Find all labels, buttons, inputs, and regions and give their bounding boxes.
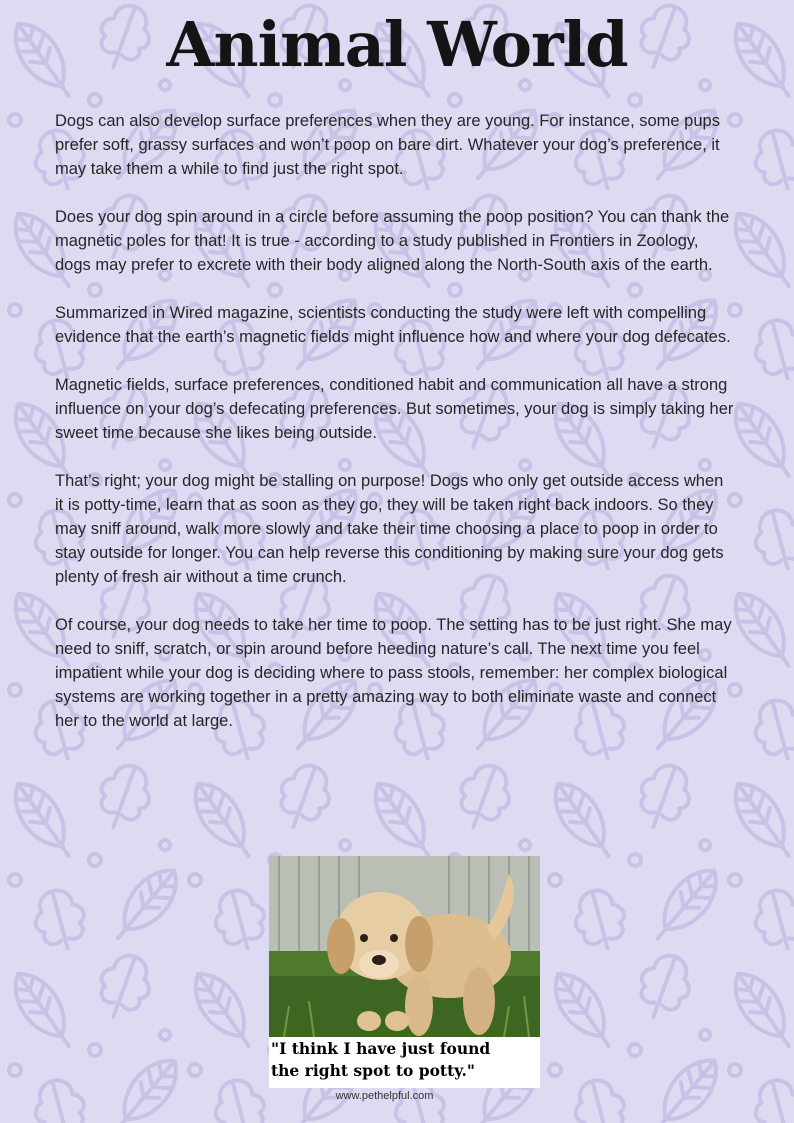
article-body [55, 109, 735, 757]
photo-caption [269, 1037, 540, 1088]
photo-credit: www.pethelpful.com [335, 1090, 434, 1102]
paragraph: Does your dog spin around in a circle before assuming the poop position? You can thank the magnetic poles for that! It is true - according to a study published in Frontiers in Zoology, dogs may prefer to excrete with their body aligned along the North-South axis of the earth. [55, 208, 730, 274]
paragraph: Of course, your dog needs to take her time to poop. The setting has to be just right. She may need to sniff, scratch, or spin around before heeding nature’s call. The next time you feel impatient while your dog is deciding where to pass stools, remember: her complex biological systems are working together in a pretty amazing way to both eliminate waste and connect her to the world at large. [55, 616, 732, 730]
paragraph: Summarized in Wired magazine, scientists conducting the study were left with compelling evidence that the earth’s magnetic fields might influence how and where your dog defecates. [55, 304, 731, 346]
paragraph: Dogs can also develop surface preferences when they are young. For instance, some pups prefer soft, grassy surfaces and won’t poop on bare dirt. Whatever your dog’s preference, it may take them a while to find just the right spot. [55, 112, 720, 178]
page-title: Animal World [166, 8, 628, 81]
caption-line: "I think I have just found [271, 1039, 491, 1058]
puppy-illustration [269, 856, 540, 1037]
puppy-photo [269, 856, 540, 1088]
caption-line: the right spot to potty." [271, 1061, 475, 1080]
paragraph: Magnetic fields, surface preferences, conditioned habit and communication all have a strong influence on your dog’s defecating preferences. But sometimes, your dog is simply taking her sweet time because she likes being outside. [55, 376, 734, 442]
paragraph: That’s right; your dog might be stalling on purpose! Dogs who only get outside access when it is potty-time, learn that as soon as they go, they will be taken right back indoors. So they may sniff around, walk more slowly and take their time choosing a place to poop in order to stay outside for longer. You can help reverse this conditioning by making sure your dog gets plenty of fresh air without a time crunch. [55, 472, 724, 586]
